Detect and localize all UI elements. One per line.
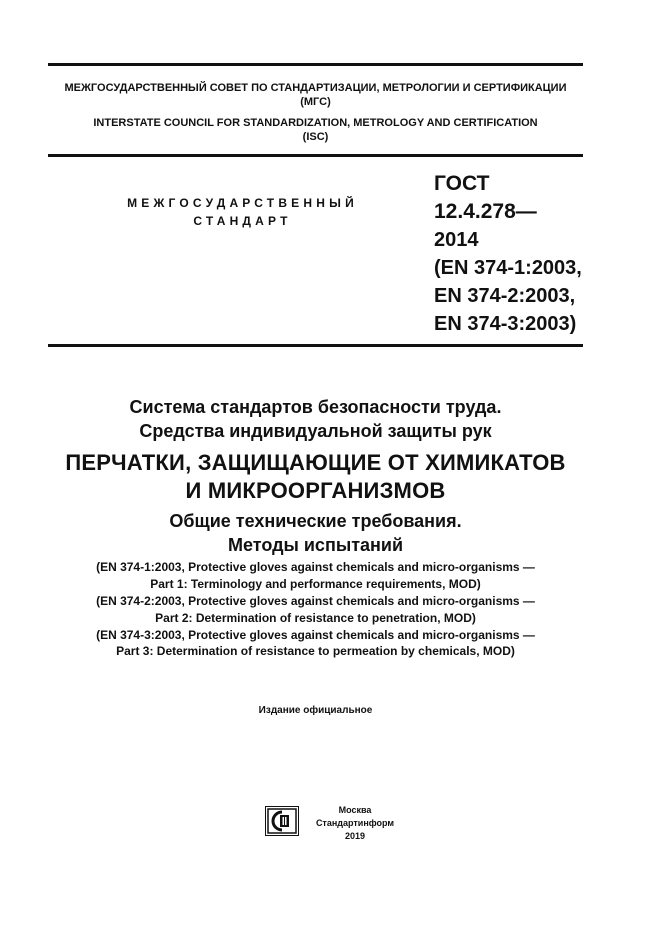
standartinform-logo-icon — [265, 806, 299, 836]
en-ref-line: Part 3: Determination of resistance to permeation by chemicals, MOD) — [116, 644, 515, 658]
title-category-line2: Средства индивидуальной защиты рук — [139, 421, 492, 441]
gost-line4: (EN 374-1:2003, — [434, 257, 582, 279]
title-main-line2: И МИКРООРГАНИЗМОВ — [185, 478, 446, 503]
gost-identifier — [434, 170, 582, 338]
en-ref-line: Part 1: Terminology and performance requirements, MOD) — [150, 577, 481, 591]
gost-line1: ГОСТ — [434, 172, 490, 195]
en-ref-line: (EN 374-1:2003, Protective gloves against chemicals and micro-organisms — — [96, 560, 535, 574]
standard-label-line1: МЕЖГОСУДАРСТВЕННЫЙ — [127, 196, 358, 210]
title-rule — [48, 344, 583, 347]
en-ref-line: (EN 374-3:2003, Protective gloves against chemicals and micro-organisms — — [96, 628, 535, 642]
publisher-year: 2019 — [344, 831, 366, 841]
title-sub-line2: Методы испытаний — [227, 535, 404, 555]
header-rule — [48, 154, 583, 157]
publisher-block — [310, 804, 400, 843]
top-rule — [48, 63, 583, 66]
publisher-city: Москва — [338, 805, 372, 815]
council-en-line1: INTERSTATE COUNCIL FOR STANDARDIZATION, METROLOGY AND CERTIFICATION — [93, 117, 538, 129]
en-ref-line: (EN 374-2:2003, Protective gloves against chemicals and micro-organisms — — [96, 594, 535, 608]
title-category-line1: Система стандартов безопасности труда. — [129, 397, 502, 417]
gost-line5: EN 374-2:2003, — [434, 285, 576, 307]
gost-line2: 12.4.278— — [434, 200, 537, 223]
publisher-name: Стандартинформ — [315, 818, 395, 828]
standard-label-line2: СТАНДАРТ — [193, 214, 292, 228]
council-ru-line2: (МГС) — [300, 96, 331, 108]
gost-line3: 2014 — [434, 229, 479, 251]
title-main-line1: ПЕРЧАТКИ, ЗАЩИЩАЮЩИЕ ОТ ХИМИКАТОВ — [65, 450, 566, 475]
title-sub-line1: Общие технические требования. — [169, 511, 462, 531]
en-ref-line: Part 2: Determination of resistance to penetration, MOD) — [155, 611, 476, 625]
council-ru-line1: МЕЖГОСУДАРСТВЕННЫЙ СОВЕТ ПО СТАНДАРТИЗАЦИИ, МЕТРОЛОГИИ И СЕРТИФИКАЦИИ — [64, 82, 567, 94]
council-en-line2: (ISC) — [302, 131, 329, 143]
gost-line6: EN 374-3:2003) — [434, 313, 577, 335]
edition-label: Издание официальное — [258, 705, 373, 716]
